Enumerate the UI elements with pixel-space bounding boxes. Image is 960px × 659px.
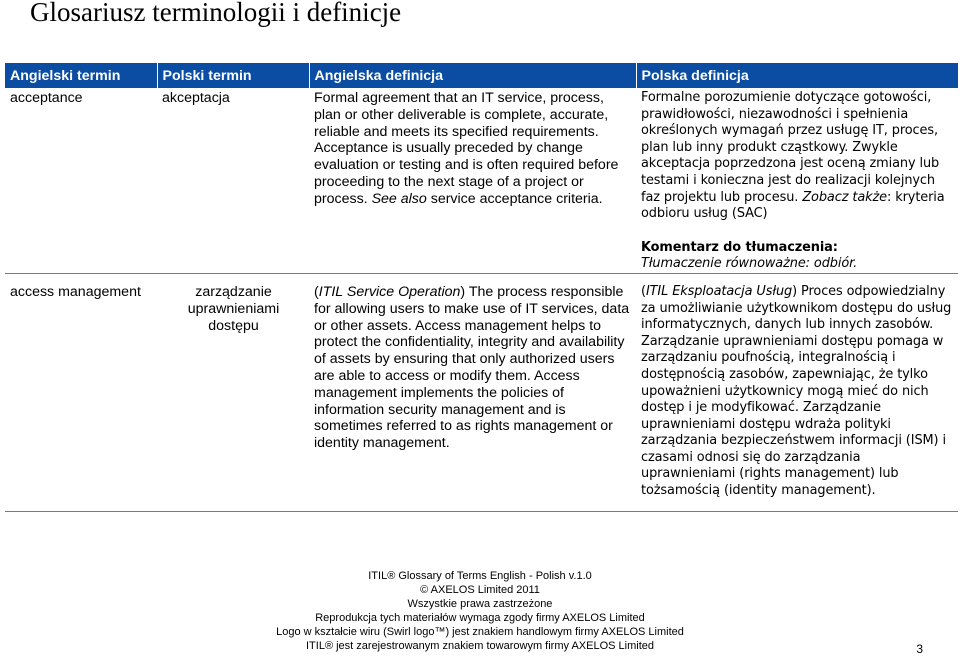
- see-also-reference: service acceptance criteria.: [426, 190, 603, 207]
- definition-text: Formalne porozumienie dotyczące gotowości, prawidłowości, niezawodności i spełnienia określonych wymagań przez usługę IT, proces, plan lub inny produkt cząstkowy. Zwykle akceptacja poprzedzona jest oceną zmiany lub testami i konieczna jest do realizacji kolejnych faz projektu lub procesu.: [641, 90, 940, 205]
- english-definition-cell: (ITIL Service Operation) The process responsible for allowing users to make use of IT services, data or other assets. Access management helps to protect the confidentiality, integrity and availability of assets by ensuring that only authorized users are able to access or modify them. Access management implements the policies of information security management and is sometimes referred to as rights management or identity management.: [309, 273, 636, 511]
- header-polish-term: Polski termin: [157, 63, 309, 88]
- table-row: [5, 273, 958, 511]
- definition-text: The process responsible for allowing users to make use of IT services, data or other assets. Access management helps to protect the confidentiality, integrity and availability of assets by ensuring that only authorized users are able to access or modify them. Access management implements the policies of information security management and is sometimes referred to as rights management or identity management.: [314, 283, 630, 452]
- see-also-reference: : kryteria odbioru usług (SAC): [641, 189, 945, 222]
- comment-label: Komentarz do tłumaczenia:: [641, 239, 838, 255]
- translation-comment: [641, 240, 954, 273]
- header-english-term: Angielski termin: [10, 68, 121, 85]
- comment-text: Tłumaczenie równoważne: odbiór.: [641, 256, 858, 272]
- english-definition-cell: [309, 88, 636, 273]
- footer-line: Reprodukcja tych materiałów wymaga zgody firmy AXELOS Limited: [315, 612, 645, 624]
- footer-line: Wszystkie prawa zastrzeżone: [407, 598, 553, 610]
- polish-term-cell: akceptacja: [157, 88, 309, 273]
- publication-reference: ITIL Service Operation: [318, 283, 461, 300]
- english-term-cell: acceptance: [5, 88, 157, 273]
- definition-text: Proces odpowiedzialny za umożliwianie użytkownikom dostępu do usług informatycznych, danych lub innych zasobów. Zarządzanie uprawnieniami dostępu pomaga w zarządzaniu poufnością, integralnością i dostępnością zasobów, zapewniając, że tylko upoważnieni użytkownicy mogą mieć do nich dostęp i je modyfikować. Zarządzanie uprawnieniami dostępu wdraża polityki zarządzania bezpieczeństwem informacji (ISM) i czasami odnosi się do zarządzania uprawnieniami (rights management) lub tożsamością (identity management).: [641, 283, 952, 499]
- see-also-label: Zobacz także: [802, 189, 887, 205]
- footer-line: ITIL® Glossary of Terms English - Polish v.1.0: [368, 570, 592, 582]
- header-english-definition: Angielska definicja: [309, 63, 636, 88]
- polish-term-cell: zarządzanie uprawnieniami dostępu: [157, 273, 309, 511]
- english-term-cell: access management: [5, 273, 157, 511]
- glossary-table: [5, 63, 958, 512]
- see-also-label: See also: [371, 190, 427, 207]
- footer-line: Logo w kształcie wiru (Swirl logo™) jest znakiem handlowym firmy AXELOS Limited: [276, 626, 684, 638]
- polish-definition-cell: [636, 88, 958, 273]
- polish-definition-cell: (ITIL Eksploatacja Usług) Proces odpowiedzialny za umożliwianie użytkownikom dostępu do usług informatycznych, danych lub innych zasobów. Zarządzanie uprawnieniami dostępu pomaga w zarządzaniu poufnością, integralnością i dostępnością zasobów, zapewniając, że tylko upoważnieni użytkownicy mogą mieć do nich dostęp i je modyfikować. Zarządzanie uprawnieniami dostępu wdraża polityki zarządzania bezpieczeństwem informacji (ISM) i czasami odnosi się do zarządzania uprawnieniami (rights management) lub tożsamością (identity management).: [636, 273, 958, 511]
- page-number: 3: [916, 642, 923, 656]
- publication-reference: ITIL Eksploatacja Usług: [645, 283, 793, 299]
- page-title: Glosariusz terminologii i definicje: [30, 0, 402, 27]
- footer-line: © AXELOS Limited 2011: [420, 584, 540, 596]
- header-polish-definition: Polska definicja: [636, 63, 958, 88]
- footer-line: ITIL® jest zarejestrowanym znakiem towarowym firmy AXELOS Limited: [306, 640, 654, 652]
- definition-text: Formal agreement that an IT service, process, plan or other deliverable is complete, accurate, reliable and meets its specified requirements. Acceptance is usually preceded by change evaluation or testing and is often required before proceeding to the next stage of a project or process.: [314, 90, 619, 207]
- page-footer: [0, 569, 960, 653]
- table-row: [5, 88, 958, 273]
- table-header-row: [5, 63, 958, 88]
